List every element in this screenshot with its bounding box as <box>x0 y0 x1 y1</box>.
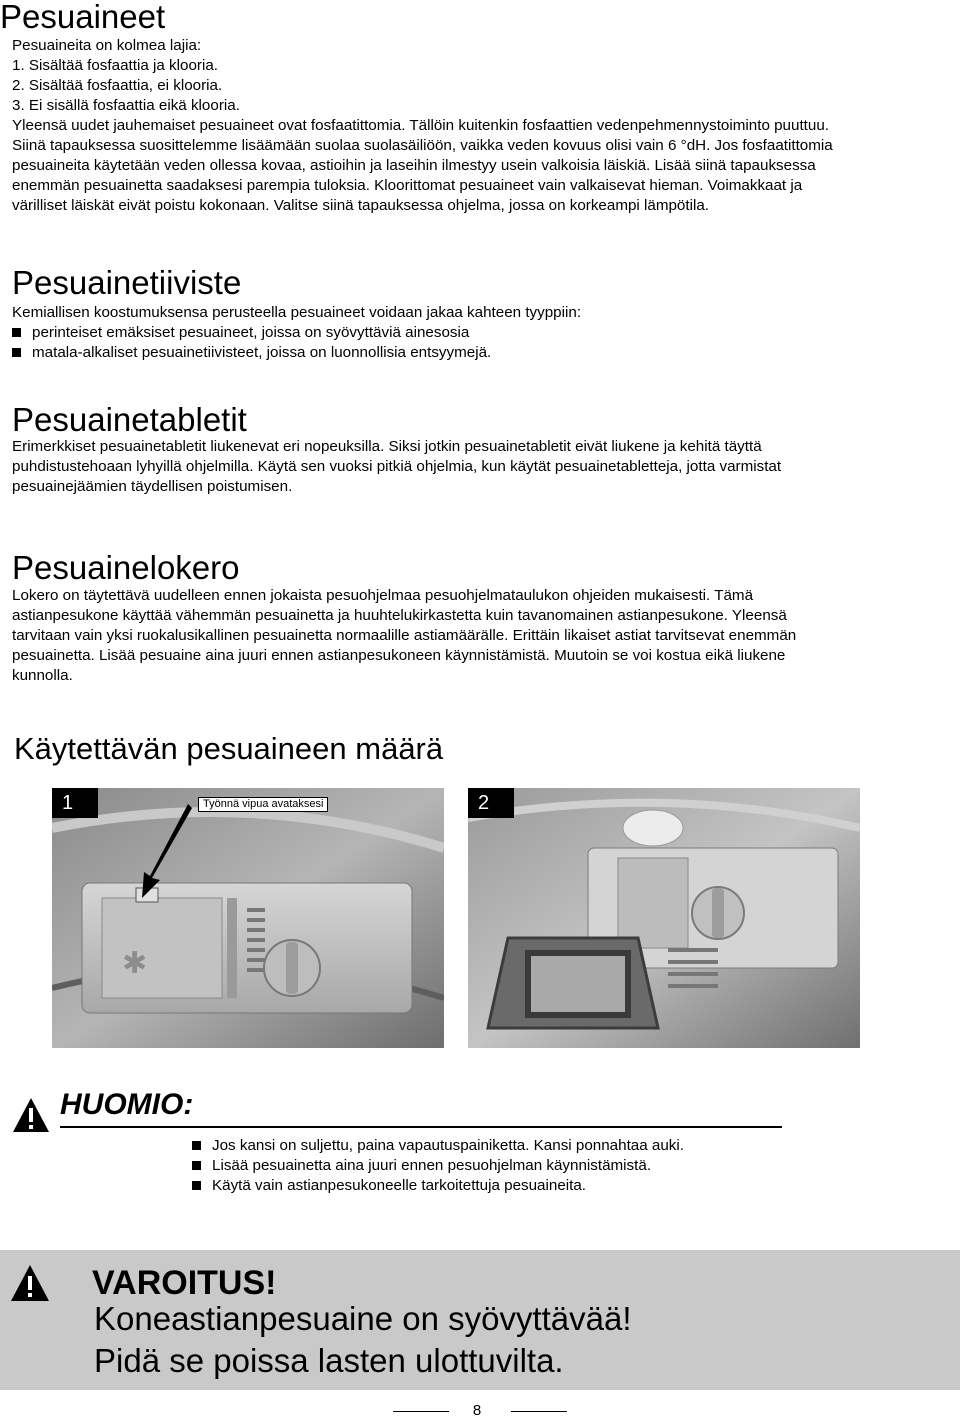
detergent-type-item: 1. Sisältää fosfaattia ja klooria. <box>12 57 218 74</box>
warning-line: Pidä se poissa lasten ulottuvilta. <box>94 1342 564 1379</box>
concentrate-intro: Kemiallisen koostumuksensa perusteella pesuaineet voidaan jakaa kahteen tyyppiin: <box>12 304 582 321</box>
paragraph-line: Lokero on täytettävä uudelleen ennen jokaista pesuohjelmaa pesuohjelmataulukon ohjeiden mukaisesti. Tämä <box>12 587 754 604</box>
paragraph-line: pesuaineita käytetään veden ollessa kovaa, astioihin ja laseihin ilmestyy usein valkoisia läiskiä. Lisää siinä tapauksessa <box>12 157 816 174</box>
svg-text:✱: ✱ <box>122 946 148 981</box>
concentrate-bullet-list <box>12 323 942 363</box>
page-number: 8 <box>472 1402 482 1419</box>
photo-dispenser-open <box>468 788 860 1048</box>
warning-triangle-icon <box>10 1264 50 1302</box>
caution-bullet-list <box>192 1136 892 1196</box>
detergent-types-block <box>12 36 942 116</box>
list-item: perinteiset emäksiset pesuaineet, joissa on syövyttäviä ainesosia <box>12 323 942 343</box>
detergent-type-item: 3. Ei sisällä fosfaattia eikä klooria. <box>12 97 240 114</box>
list-item: Käytä vain astianpesukoneelle tarkoitettuja pesuaineita. <box>192 1176 892 1196</box>
list-item: matala-alkaliset pesuainetiivisteet, joissa on luonnollisia entsyymejä. <box>12 343 942 363</box>
warning-triangle-icon <box>12 1097 50 1133</box>
dispenser-open-illustration <box>468 788 860 1048</box>
photo-number-badge: 1 <box>52 788 98 818</box>
paragraph-line: enemmän pesuainetta saadaksesi parempia tuloksia. Kloorittomat pesuaineet vain valkaisevat hieman. Voimakkaat ja <box>12 177 803 194</box>
section-title-pesuainetiiviste: Pesuainetiiviste <box>12 264 242 301</box>
photo-dispenser-closed <box>52 788 444 1048</box>
warning-title: VAROITUS! <box>92 1264 277 1302</box>
photo-number-badge: 2 <box>468 788 514 818</box>
warning-box <box>0 1250 960 1390</box>
paragraph-line: Erimerkkiset pesuainetabletit liukenevat eri nopeuksilla. Siksi jotkin pesuainetabletit eivät liukene ja kehitä täyttä <box>12 438 762 455</box>
warning-line: Koneastianpesuaine on syövyttävää! <box>94 1300 632 1337</box>
footer-rule-right <box>511 1411 567 1412</box>
callout-push-lever: Työnnä vipua avataksesi <box>198 797 328 812</box>
paragraph-line: Yleensä uudet jauhemaiset pesuaineet ovat fosfaatittomia. Tällöin kuitenkin fosfaattien vedenpehmennystoiminto puuttuu. <box>12 117 829 134</box>
caution-divider <box>60 1126 782 1128</box>
tablets-paragraph <box>12 437 952 497</box>
paragraph-line: puhdistustehoaan lyhyillä ohjelmilla. Käytä sen vuoksi pitkiä ohjelmia, kun käytät pesuainetabletteja, jotta varmistat <box>12 458 782 475</box>
paragraph-line: pesuainejäämien täydellisen poistumisen. <box>12 478 293 495</box>
paragraph-line: kunnolla. <box>12 667 73 684</box>
phosphate-paragraph <box>12 116 952 216</box>
paragraph-line: Siinä tapauksessa suosittelemme lisäämään suolaa suolasäiliöön, vaikka veden kovuus olisi vain 6 °dH. Jos fosfaatittomia <box>12 137 833 154</box>
paragraph-line: pesuainetta. Lisää pesuaine aina juuri ennen astianpesukoneen käynnistämistä. Muutoin se voi kostua eikä liukene <box>12 647 786 664</box>
list-item: Lisää pesuainetta aina juuri ennen pesuohjelman käynnistämistä. <box>192 1156 892 1176</box>
section-title-pesuainelokero: Pesuainelokero <box>12 549 240 586</box>
footer-rule-left <box>393 1411 449 1412</box>
detergent-type-item: 2. Sisältää fosfaattia, ei klooria. <box>12 77 223 94</box>
dispenser-closed-illustration <box>52 788 444 1048</box>
paragraph-line: tarvitaan vain yksi ruokalusikallinen pesuainetta normaalille astiamäärälle. Erittäin likaiset astiat tarvitsevat enemmän <box>12 627 797 644</box>
dispenser-paragraph <box>12 586 952 686</box>
section-title-pesuainetabletit: Pesuainetabletit <box>12 401 247 438</box>
section-title-pesuaineet: Pesuaineet <box>0 0 166 35</box>
paragraph-line: astianpesukone käyttää vähemmän pesuainetta ja huuhtelukirkastetta kuin tavanomainen astianpesukone. Yleensä <box>12 607 787 624</box>
caution-title: HUOMIO: <box>60 1088 194 1121</box>
detergent-types-intro: Pesuaineita on kolmea lajia: <box>12 37 202 54</box>
paragraph-line: värilliset läiskät eivät poistu kokonaan. Valitse siinä tapauksessa ohjelma, jossa on korkeampi lämpötila. <box>12 197 710 214</box>
list-item: Jos kansi on suljettu, paina vapautuspainiketta. Kansi ponnahtaa auki. <box>192 1136 892 1156</box>
section-title-kaytettavan-pesuaineen-maara: Käytettävän pesuaineen määrä <box>14 731 444 766</box>
